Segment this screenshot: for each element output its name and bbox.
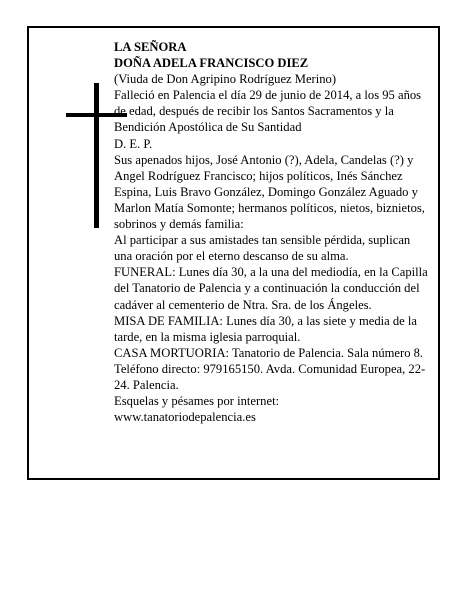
prayer-request: Al participar a sus amistades tan sensible pérdida, suplican una oración por el eterno descanso de su alma. (114, 233, 411, 264)
cross-vertical-bar (94, 83, 99, 228)
online-condolences: Esquelas y pésames por internet: (114, 394, 280, 409)
funeral-info: FUNERAL: Lunes día 30, a la una del mediodía, en la Capilla del Tanatorio de Palencia y a continuación la conducción del cadáver al cementerio de Ntra. Sra. de los Ángeles. (114, 265, 428, 312)
notice-title: LA SEÑORA (114, 40, 187, 54)
rest-in-peace: D. E. P. (114, 136, 153, 151)
obituary-text (114, 39, 429, 425)
death-statement: Falleció en Palencia el día 29 de junio de 2014, a los 95 años de edad, después de recibir los Santos Sacramentos y la Bendición Apostólica de Su Santidad (114, 88, 422, 135)
mortuary-info: CASA MORTUORIA: Tanatorio de Palencia. Sala número 8. Teléfono directo: 979165150. Avda. Comunidad Europea, 22-24. Palencia. (114, 345, 426, 392)
family-members: Sus apenados hijos, José Antonio (?), Adela, Candelas (?) y Angel Rodríguez Francisco; hijos políticos, Inés Sánchez Espina, Luis Bravo González, Domingo González Aguado y Marlon Matía Somonte; hermanos políticos, nietos, biznietos, sobrinos y demás familia: (114, 152, 425, 232)
widow-of: (Viuda de Don Agripino Rodríguez Merino) (114, 72, 337, 87)
family-mass-info: MISA DE FAMILIA: Lunes día 30, a las siete y media de la tarde, en la misma iglesia parroquial. (114, 313, 418, 344)
website-link[interactable]: www.tanatoriodepalencia.es (114, 410, 256, 425)
deceased-name: DOÑA ADELA FRANCISCO DIEZ (114, 56, 309, 71)
